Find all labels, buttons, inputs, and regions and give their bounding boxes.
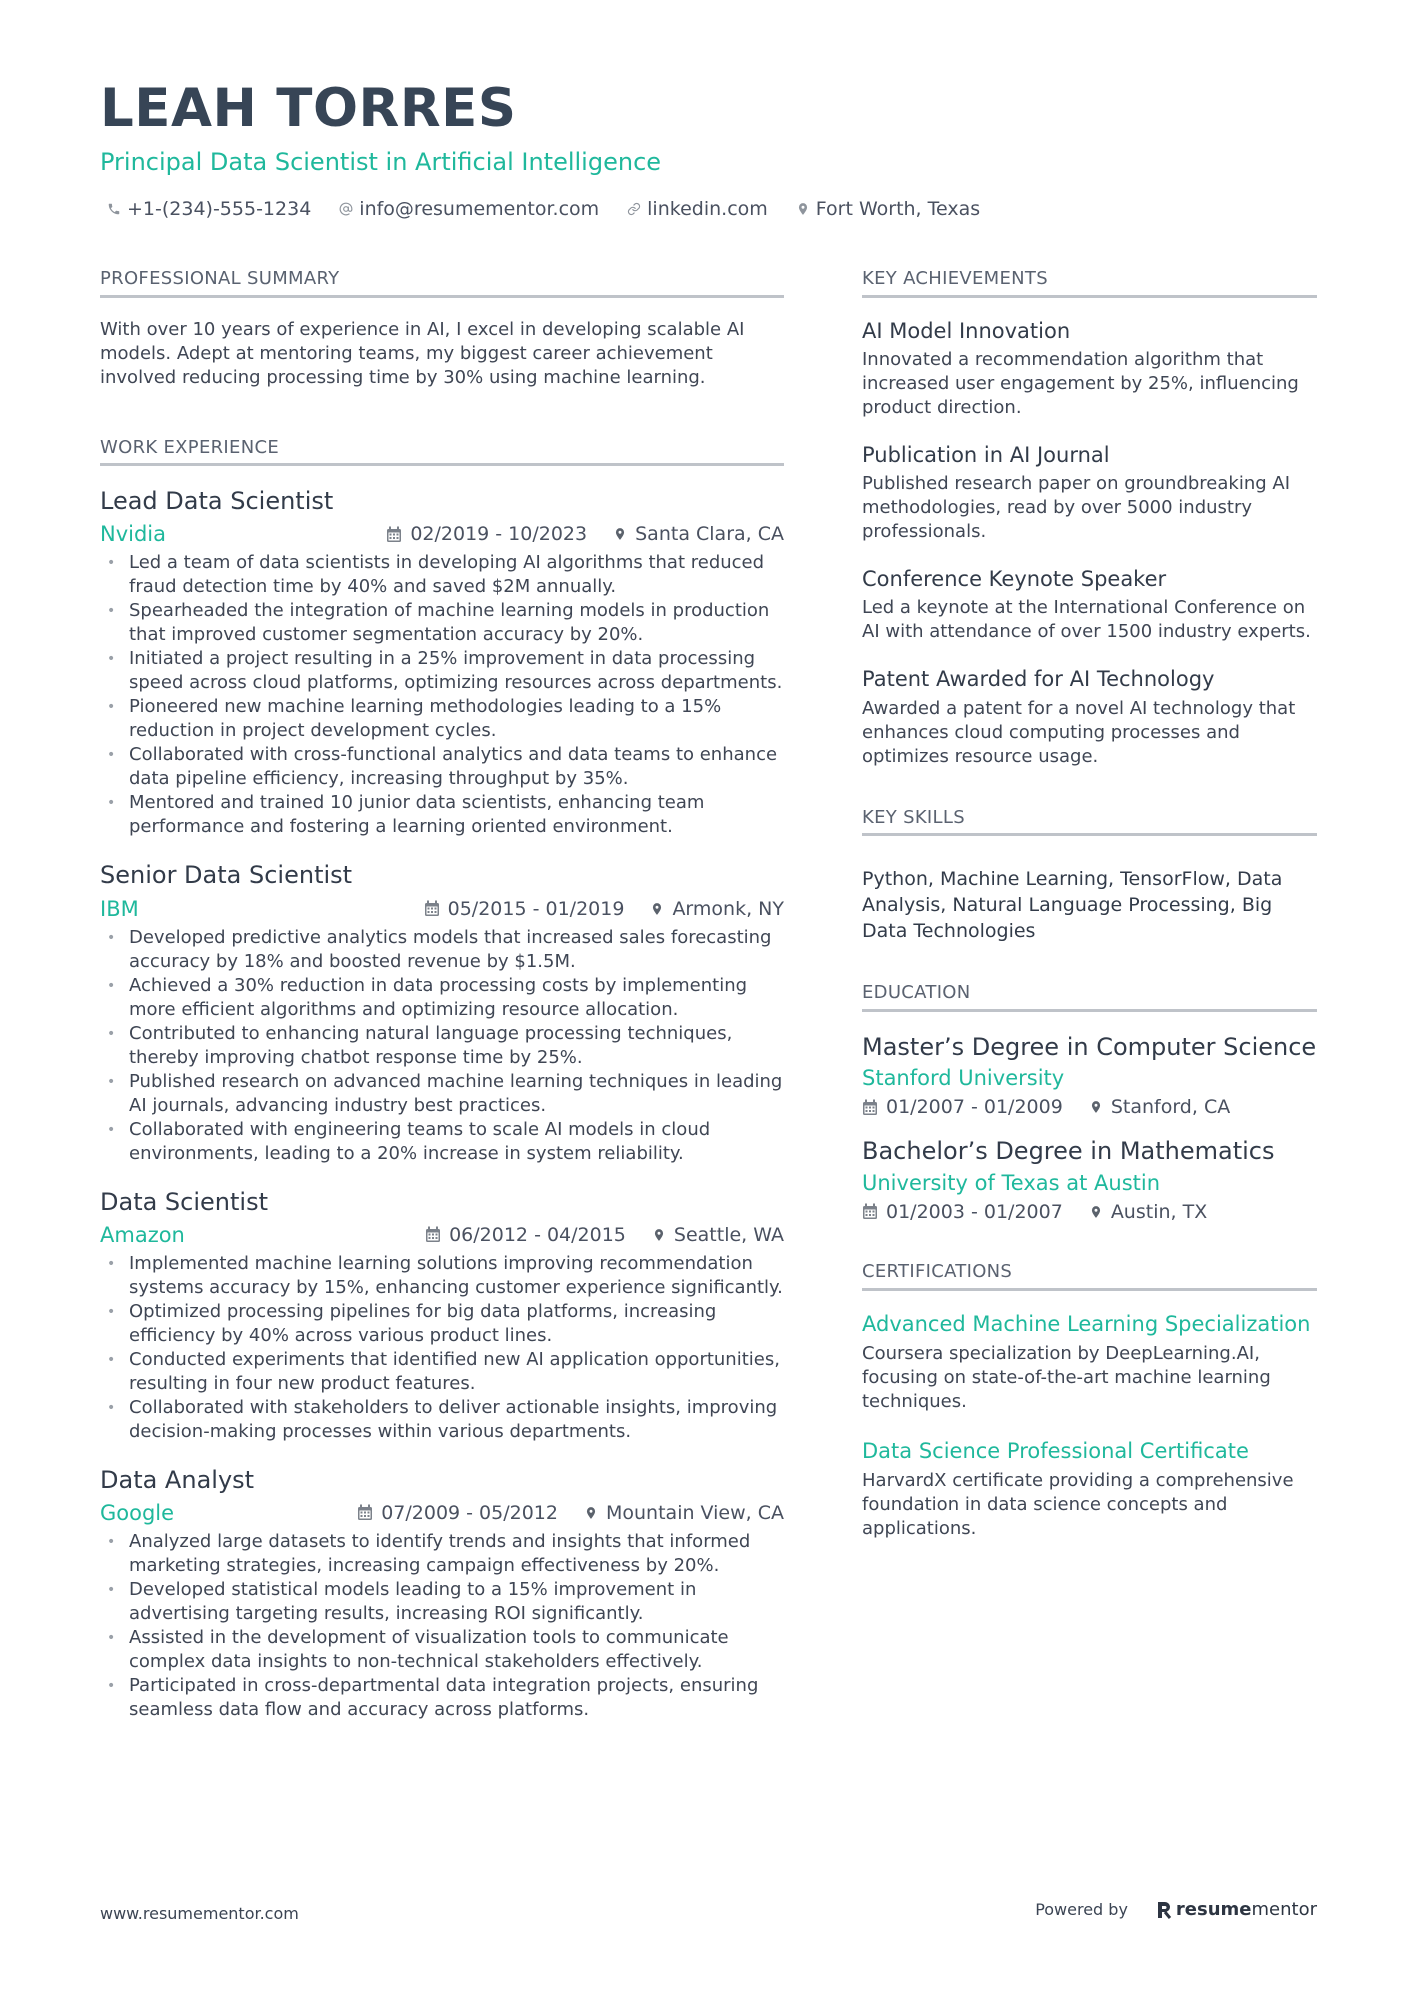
calendar-icon — [386, 526, 402, 543]
bullet-item: • Pioneered new machine learning methodologies leading to a 15% reduction in project development cycles. — [100, 695, 784, 743]
bullet-item: • Developed predictive analytics models that increased sales forecasting accuracy by 18% and boosted revenue by $1.5M. — [100, 926, 784, 974]
brand-logo[interactable] — [1156, 1899, 1317, 1920]
phone-icon — [107, 202, 121, 216]
job-entry — [100, 1187, 784, 1444]
job-dates — [357, 1502, 558, 1524]
job-entry — [100, 860, 784, 1165]
job-title: Data Scientist — [100, 1187, 268, 1216]
education-location — [1089, 1096, 1230, 1118]
certification-title: Advanced Machine Learning Specialization — [862, 1311, 1311, 1336]
bullet-item: • Spearheaded the integration of machine learning models in production that improved customer segmentation accuracy by 20%. — [100, 599, 784, 647]
job-title: Data Analyst — [100, 1465, 255, 1494]
achievement-title: AI Model Innovation — [862, 318, 1071, 343]
job-meta — [100, 1498, 784, 1528]
certification-desc: Coursera specialization by DeepLearning.AI, focusing on state-of-the-art machine learning techniques. — [862, 1342, 1271, 1412]
job-dates — [424, 898, 625, 920]
achievement-item — [862, 318, 1317, 420]
achievement-desc: Innovated a recommendation algorithm that increased user engagement by 25%, influencing product direction. — [862, 348, 1299, 418]
job-entry — [100, 486, 784, 839]
job-dates-text: 05/2015 - 01/2019 — [447, 897, 625, 920]
map-pin-icon — [613, 525, 627, 543]
skills-heading: KEY SKILLS — [862, 807, 1317, 837]
left-column — [100, 268, 784, 1743]
education-location-text: Stanford, CA — [1110, 1096, 1231, 1119]
job-dates-text: 07/2009 - 05/2012 — [381, 1501, 558, 1524]
bullet-item: • Assisted in the development of visualization tools to communicate complex data insights to non-technical stakeholders effectively. — [100, 1626, 784, 1674]
job-meta — [100, 894, 784, 924]
certifications-heading: CERTIFICATIONS — [862, 1261, 1317, 1291]
bullet-item: • Analyzed large datasets to identify trends and insights that informed marketing strategies, increasing campaign effectiveness by 20%. — [100, 1530, 784, 1578]
brand-text-b: mentor — [1251, 1899, 1317, 1920]
education-dates: 01/2007 - 01/2009 — [886, 1096, 1063, 1119]
contact-linkedin[interactable] — [627, 198, 768, 220]
certification-item — [862, 1311, 1317, 1414]
achievements-section — [862, 268, 1317, 769]
education-school: University of Texas at Austin — [862, 1170, 1161, 1195]
job-location-text: Armonk, NY — [672, 897, 784, 920]
job-bullets — [100, 551, 784, 839]
job-bullets — [100, 926, 784, 1166]
achievement-item — [862, 566, 1317, 644]
map-pin-icon — [650, 900, 664, 918]
job-meta-right — [425, 1224, 784, 1246]
job-dates — [425, 1224, 626, 1246]
contact-bar — [107, 198, 1008, 220]
contact-location — [796, 198, 980, 220]
contact-location-text: Fort Worth, Texas — [815, 198, 981, 220]
education-heading: EDUCATION — [862, 982, 1317, 1012]
powered-by-label: Powered by — [1035, 1900, 1128, 1919]
education-item — [862, 1136, 1317, 1222]
contact-email-text: info@resumementor.com — [359, 198, 600, 220]
summary-heading: PROFESSIONAL SUMMARY — [100, 268, 784, 298]
at-icon — [339, 202, 353, 216]
calendar-icon — [357, 1504, 373, 1521]
company-name: Google — [100, 1500, 175, 1525]
job-dates-text: 02/2019 - 10/2023 — [410, 523, 588, 546]
calendar-icon — [424, 900, 440, 917]
resumementor-logo-icon — [1156, 1900, 1172, 1920]
achievements-heading: KEY ACHIEVEMENTS — [862, 268, 1317, 298]
job-location — [613, 523, 784, 545]
bullet-item: • Conducted experiments that identified new AI application opportunities, resulting in four new product features. — [100, 1348, 784, 1396]
achievement-title: Patent Awarded for AI Technology — [862, 667, 1215, 692]
candidate-name: LEAH TORRES — [100, 78, 517, 139]
certification-title: Data Science Professional Certificate — [862, 1438, 1249, 1463]
job-title: Senior Data Scientist — [100, 861, 353, 890]
contact-email[interactable] — [339, 198, 599, 220]
bullet-item: • Participated in cross-departmental data integration projects, ensuring seamless data flow and accuracy across platforms. — [100, 1674, 784, 1722]
achievement-title: Conference Keynote Speaker — [862, 567, 1167, 592]
skills-section — [862, 807, 1317, 945]
calendar-icon — [862, 1099, 878, 1116]
contact-phone-text: +1-(234)-555-1234 — [127, 198, 312, 220]
job-location-text: Santa Clara, CA — [635, 523, 784, 546]
education-school: Stanford University — [862, 1066, 1065, 1091]
bullet-item: • Collaborated with stakeholders to deliver actionable insights, improving decision-making processes within various departments. — [100, 1396, 784, 1444]
certifications-section — [862, 1261, 1317, 1541]
job-meta-right — [386, 523, 784, 545]
map-pin-icon — [1089, 1098, 1103, 1116]
footer-branding — [1035, 1899, 1317, 1920]
calendar-icon — [425, 1226, 441, 1243]
company-name: Nvidia — [100, 522, 167, 547]
job-bullets — [100, 1530, 784, 1722]
education-dates: 01/2003 - 01/2007 — [886, 1200, 1063, 1223]
contact-linkedin-text: linkedin.com — [647, 198, 768, 220]
job-meta — [100, 1220, 784, 1250]
job-meta — [100, 519, 784, 549]
bullet-item: • Led a team of data scientists in developing AI algorithms that reduced fraud detection time by 40% and saved $2M annually. — [100, 551, 784, 599]
job-title: Lead Data Scientist — [100, 487, 334, 516]
achievement-item — [862, 666, 1317, 768]
bullet-item: • Achieved a 30% reduction in data processing costs by implementing more efficient algorithms and optimizing resource allocation. — [100, 974, 784, 1022]
certification-desc: HarvardX certificate providing a comprehensive foundation in data science concepts and applications. — [862, 1470, 1294, 1540]
certification-item — [862, 1438, 1317, 1541]
job-location — [652, 1224, 784, 1246]
job-location — [650, 898, 784, 920]
education-item — [862, 1032, 1317, 1118]
bullet-item: • Collaborated with engineering teams to scale AI models in cloud environments, leading to a 20% increase in system reliability. — [100, 1118, 784, 1166]
bullet-item: • Initiated a project resulting in a 25% improvement in data processing speed across cloud platforms, optimizing resources across departments. — [100, 647, 784, 695]
company-name: Amazon — [100, 1222, 185, 1247]
calendar-icon — [862, 1203, 878, 1220]
achievement-desc: Led a keynote at the International Conference on AI with attendance of over 1500 industry experts. — [862, 597, 1311, 643]
right-column — [862, 268, 1317, 1579]
achievement-desc: Awarded a patent for a novel AI technology that enhances cloud computing processes and optimizes resource usage. — [862, 697, 1296, 767]
education-degree: Master’s Degree in Computer Science — [862, 1032, 1317, 1061]
bullet-item: • Collaborated with cross-functional analytics and data teams to enhance data pipeline efficiency, increasing throughput by 35%. — [100, 743, 784, 791]
map-pin-icon — [652, 1226, 666, 1244]
map-pin-icon — [584, 1504, 598, 1522]
map-pin-icon — [1089, 1203, 1103, 1221]
footer-website[interactable]: www.resumementor.com — [100, 1904, 299, 1923]
achievement-title: Publication in AI Journal — [862, 442, 1110, 467]
achievement-item — [862, 442, 1317, 544]
job-dates-text: 06/2012 - 04/2015 — [449, 1223, 626, 1246]
summary-text: With over 10 years of experience in AI, I excel in developing scalable AI models. Adept at mentoring teams, my biggest career achievement involved reducing processing time by 30% using machine learning. — [100, 318, 745, 388]
bullet-item: • Optimized processing pipelines for big data platforms, increasing efficiency by 40% across various product lines. — [100, 1300, 784, 1348]
experience-heading: WORK EXPERIENCE — [100, 437, 784, 467]
contact-phone[interactable] — [107, 198, 311, 220]
map-pin-icon — [796, 201, 810, 217]
education-degree: Bachelor’s Degree in Mathematics — [862, 1137, 1275, 1166]
link-icon — [627, 202, 641, 216]
job-dates — [386, 523, 587, 545]
education-location — [1089, 1201, 1207, 1223]
job-meta-right — [357, 1502, 784, 1524]
education-location-text: Austin, TX — [1110, 1200, 1208, 1223]
job-meta-right — [424, 898, 784, 920]
bullet-item: • Published research on advanced machine learning techniques in leading AI journals, advancing industry best practices. — [100, 1070, 784, 1118]
job-location-text: Mountain View, CA — [606, 1501, 784, 1524]
bullet-item: • Mentored and trained 10 junior data scientists, enhancing team performance and fostering a learning oriented environment. — [100, 791, 784, 839]
education-meta — [862, 1096, 1317, 1118]
company-name: IBM — [100, 896, 139, 921]
skills-text: Python, Machine Learning, TensorFlow, Data Analysis, Natural Language Processing, Big Data Technologies — [862, 868, 1283, 943]
candidate-role: Principal Data Scientist in Artificial Intelligence — [100, 148, 662, 176]
achievement-desc: Published research paper on groundbreaking AI methodologies, read by over 5000 industry professionals. — [862, 473, 1291, 543]
education-meta — [862, 1201, 1317, 1223]
bullet-item: • Contributed to enhancing natural language processing techniques, thereby improving chatbot response time by 25%. — [100, 1022, 784, 1070]
job-location-text: Seattle, WA — [673, 1223, 784, 1246]
job-location — [584, 1502, 784, 1524]
brand-text-a: resume — [1175, 1899, 1252, 1920]
education-section — [862, 982, 1317, 1223]
job-entry — [100, 1465, 784, 1722]
bullet-item: • Implemented machine learning solutions improving recommendation systems accuracy by 15%, enhancing customer experience significantly. — [100, 1252, 784, 1300]
job-bullets — [100, 1252, 784, 1444]
bullet-item: • Developed statistical models leading to a 15% improvement in advertising targeting results, increasing ROI significantly. — [100, 1578, 784, 1626]
